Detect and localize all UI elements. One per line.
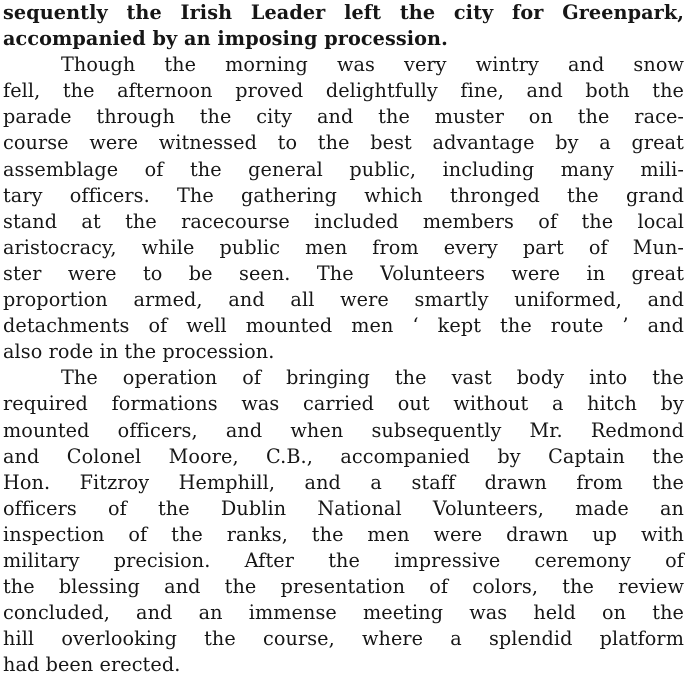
text-line: mounted officers, and when subsequently Mr. Redmond [3,418,684,442]
text-line: concluded, and an immense meeting was held on the [3,601,684,625]
text-line: officers of the Dublin National Volunteers, made an [3,496,684,520]
text-line: assemblage of the general public, including many mili- [3,157,684,181]
text-line: parade through the city and the muster on the race- [3,105,684,129]
text-line: also rode in the procession. [3,340,275,364]
text-line: Hon. Fitzroy Hemphill, and a staff drawn from the [3,470,684,494]
paragraph-2 [3,52,684,365]
text-line: the blessing and the presentation of colors, the review [3,575,684,599]
text-line: stand at the racecourse included members of the local [3,209,684,233]
text-line: sequently the Irish Leader left the city for Greenpark, [3,1,684,24]
text-line: course were witnessed to the best advantage by a great [3,131,684,155]
text-line: had been erected. [3,653,181,677]
text-line: accompanied by an imposing procession. [3,27,448,51]
text-line: The operation of bringing the vast body into the [61,366,684,390]
document-page [3,0,684,678]
text-line: required formations was carried out without a hitch by [3,392,684,416]
text-line: inspection of the ranks, the men were drawn up with [3,522,684,546]
paragraph-1 [3,0,684,52]
text-line: fell, the afternoon proved delightfully fine, and both the [3,79,684,103]
text-line: aristocracy, while public men from every part of Mun- [3,235,684,259]
text-line: detachments of well mounted men ‘ kept the route ’ and [3,314,684,338]
text-line: tary officers. The gathering which thronged the grand [3,183,684,207]
text-line: military precision. After the impressive ceremony of [3,548,684,572]
text-line: hill overlooking the course, where a splendid platform [3,627,684,651]
text-line: proportion armed, and all were smartly uniformed, and [3,288,684,312]
text-line: ster were to be seen. The Volunteers were in great [3,261,684,285]
paragraph-3 [3,365,684,678]
text-line: Though the morning was very wintry and snow [61,53,684,77]
text-line: and Colonel Moore, C.B., accompanied by Captain the [3,444,684,468]
